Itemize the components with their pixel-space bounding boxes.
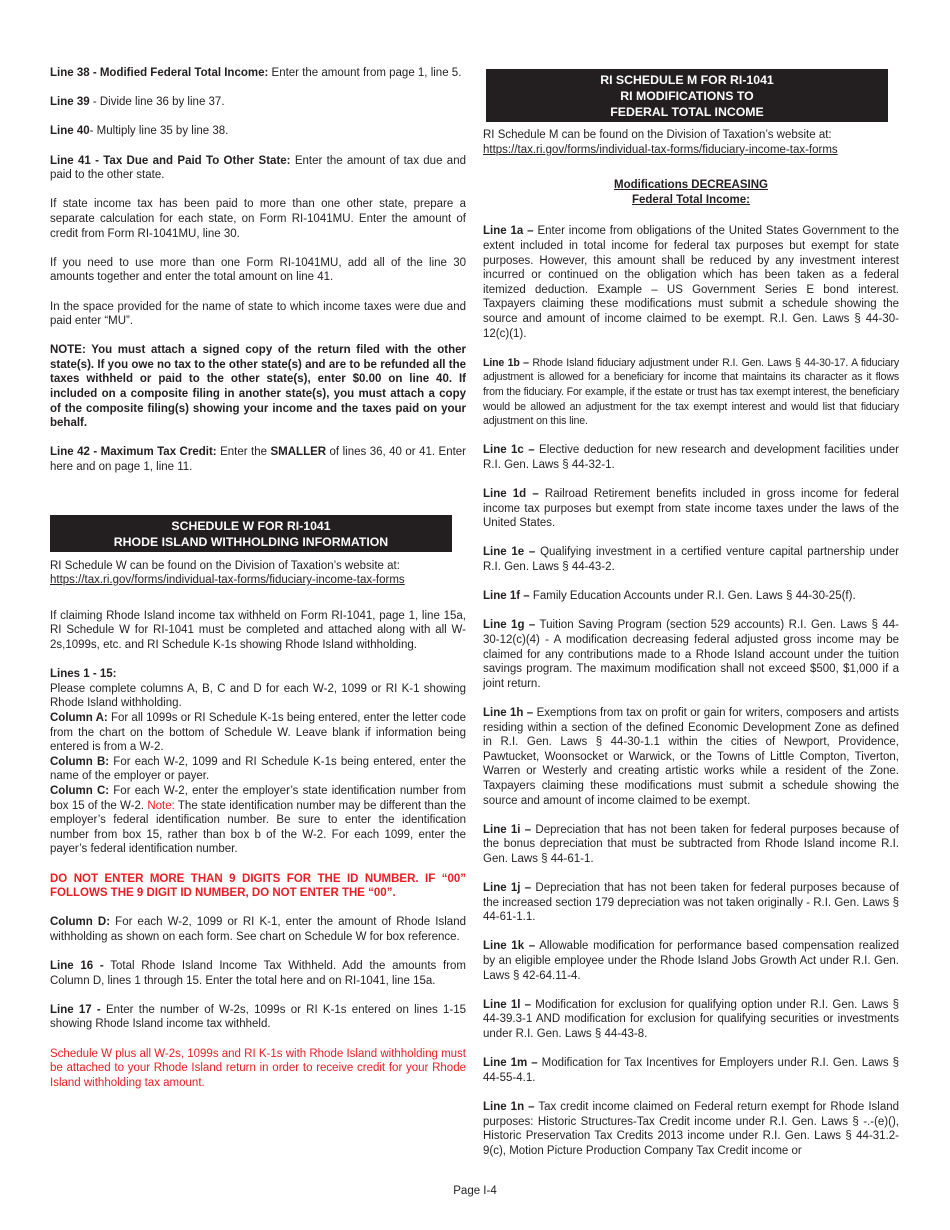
schedule-w-attach-note: Schedule W plus all W-2s, 1099s and RI K-1s with Rhode Island withholding must be attached to your Rhode Island return in order to receive credit for your Rhode Island withholding tax amount.: [50, 1047, 466, 1089]
line-1g-instruction: Line 1g – Tuition Saving Program (section 529 accounts) R.I. Gen. Laws § 44-30-12(c)(4) - A modification decreasing federal adjusted gross income may be claimed for any contributions made to a Rhode Island account under the tuition savings program. The maximum modification shall not exceed $500, $1,000 if a joint return.: [483, 619, 899, 690]
line42-instruction: Line 42 - Maximum Tax Credit: Enter the SMALLER of lines 36, 40 or 41. Enter here and on page 1, line 11.: [50, 446, 467, 474]
line38-instruction: Line 38 - Modified Federal Total Income: Enter the amount from page 1, line 5.: [50, 67, 462, 79]
line-1f-instruction: Line 1f – Family Education Accounts under R.I. Gen. Laws § 44-30-25(f).: [483, 590, 856, 603]
attach-note: NOTE: You must attach a signed copy of the return filed with the other state(s). If you owe no tax to the other state(s) and are to be refunded all the taxes withheld or paid to the other state(s), enter $0.00 on line 40. If included on a composite filing in another state(s), you must attach a copy of the composite filing(s) showing your income and the taxes paid on your behalf.: [50, 344, 466, 430]
line-1j-instruction: Line 1j – Depreciation that has not been taken for federal purposes because of the increased section 179 depreciation was not taken originally - R.I. Gen. Laws § 44-61-1.1.: [483, 882, 899, 924]
line-1i-instruction: Line 1i – Depreciation that has not been taken for federal purposes because of the bonus depreciation that must be subtracted from Rhode Island income R.I. Gen. Laws § 44-61-1.: [483, 823, 899, 865]
line16-instruction: Line 16 - Total Rhode Island Income Tax Withheld. Add the amounts from Column D, lines 1 through 15. Enter the total here and on RI-1041, line 15a.: [50, 960, 466, 987]
line-1h-instruction: Line 1h – Exemptions from tax on profit or gain for writers, composers and artists residing within a section of the defined Economic Development Zone as defined in R.I. Gen. Laws § 44-30-1.1 within the cities of Newport, Providence, Pawtucket, Woonsocket or Warwick, or the Towns of Little Compton, Tiverton, Warren or Westerly and creating artistic works while a resident of the Zone. Taxpayers claiming these modifications must submit a schedule showing the source and amount of income claimed to be exempt.: [483, 706, 899, 807]
schedule-w-intro: RI Schedule W can be found on the Division of Taxation’s website at:: [50, 559, 400, 572]
line-1l-instruction: Line 1l – Modification for exclusion for qualifying option under R.I. Gen. Laws § 44-39.3-1 AND modification for exclusion for qualifying securities or investments under R.I. Gen. Laws § 44-43-8.: [483, 998, 899, 1041]
line40-instruction: Line 40- Multiply line 35 by line 38.: [50, 125, 229, 138]
left-column: [50, 66, 466, 1105]
column-d-instruction: Column D: For each W-2, 1099 or RI K-1, enter the amount of Rhode Island withholding as shown on each form. See chart on Schedule W for box reference.: [50, 916, 466, 943]
right-column: [483, 66, 899, 1173]
more-forms-paragraph: If you need to use more than one Form RI-1041MU, add all of the line 30 amounts together and enter the total amount on line 41.: [50, 256, 466, 284]
multi-state-paragraph: If state income tax has been paid to more than one other state, prepare a separate calculation for each state, on Form RI-1041MU. Enter the amount of credit from Form RI-1041MU, line 30.: [50, 198, 466, 240]
schedule-m-intro: RI Schedule M can be found on the Division of Taxation’s website at:: [483, 129, 832, 141]
schedule-m-url-link[interactable]: https://tax.ri.gov/forms/individual-tax-forms/fiduciary-income-tax-forms: [483, 143, 838, 156]
id-number-warning: DO NOT ENTER MORE THAN 9 DIGITS FOR THE ID NUMBER. IF “00” FOLLOWS THE 9 DIGIT ID NUMBER, DO NOT ENTER THE “00”.: [50, 872, 466, 900]
schedule-w-url-link[interactable]: https://tax.ri.gov/forms/individual-tax-forms/fiduciary-income-tax-forms: [50, 574, 405, 587]
line17-instruction: Line 17 - Enter the number of W-2s, 1099s or RI K-1s entered on lines 1-15 showing Rhode Island income tax withheld.: [50, 1003, 467, 1031]
line-1n-instruction: Line 1n – Tax credit income claimed on Federal return exempt for Rhode Island purposes: Historic Structures-Tax Credit income under R.I. Gen. Laws § -.-(e)(), Historic Preservation Tax Credits 2013 income under R.I. Gen. Laws § 44-31.2-9(c), Motion Picture Production Company Tax Credit income or: [483, 1101, 900, 1157]
line-1k-instruction: Line 1k – Allowable modification for performance based compensation realized by an eligible employee under the Rhode Island Jobs Growth Act under R.I. Gen. Laws § 42-64.11-4.: [483, 940, 899, 982]
schedule-w-claiming-paragraph: If claiming Rhode Island income tax withheld on Form RI-1041, page 1, line 15a, RI Schedule W for RI-1041 must be completed and attached along with all W-2s,1099s, etc. and RI Schedule K-1s showing Rhode Island withholding.: [50, 609, 466, 651]
page-number: Page I-4: [453, 1185, 497, 1197]
line-1d-instruction: Line 1d – Railroad Retirement benefits included in gross income for federal income tax purposes but exempt from state income taxes under the laws of the United States.: [483, 488, 899, 530]
line-1e-instruction: Line 1e – Qualifying investment in a certified venture capital partnership under R.I. Gen. Laws § 44-43-2.: [483, 546, 900, 574]
modifications-decreasing-title: Modifications DECREASING Federal Total Income:: [614, 179, 768, 206]
schedule-w-header: SCHEDULE W FOR RI-1041 RHODE ISLAND WITHHOLDING INFORMATION: [50, 515, 452, 552]
line41-instruction: Line 41 - Tax Due and Paid To Other State: Enter the amount of tax due and paid to the other state.: [50, 154, 466, 182]
line-1b-instruction: Line 1b – Rhode Island fiduciary adjustment under R.I. Gen. Laws § 44-30-17. A fiduciary adjustment is allowed for a beneficiary for income that maintains its character as it flows from the fiduciary. For example, if the estate or trust has tax exempt interest, the beneficiary would be allowed an adjustment for the tax exempt interest and would list that fiduciary adjustment on this line.: [483, 356, 899, 428]
columns-instructions: Lines 1 - 15: Please complete columns A, B, C and D for each W-2, 1099 or RI K-1 showing Rhode Island withholding. Column A: For all 1099s or RI Schedule K-1s being entered, enter the letter code from the chart on the bottom of Schedule W. Leave blank if information being entered is from a W-2. Column B: For each W-2, 1099 and RI Schedule K-1s being entered, enter the name of the employer or payer. Column C: For each W-2, enter the employer’s state identification number from box 15 of the W-2. Note: The state identification number may be different than the employer’s federal identification number. Be sure to enter the identification number from box 15, rather than box b of the W-2. For each 1099, enter the payer’s federal identification number.: [50, 668, 466, 856]
line-1m-instruction: Line 1m – Modification for Tax Incentives for Employers under R.I. Gen. Laws § 44-55-4.1.: [483, 1057, 899, 1084]
state-name-paragraph: In the space provided for the name of state to which income taxes were due and paid enter “MU”.: [50, 300, 466, 328]
line-1c-instruction: Line 1c – Elective deduction for new research and development facilities under R.I. Gen. Laws § 44-32-1.: [483, 444, 900, 471]
line-1a-instruction: Line 1a – Enter income from obligations of the United States Government to the extent included in total income for federal tax purposes but exempt for state purposes. However, this amount shall be reduced by any investment interest incurred or continued on the obligation which has been taken as a federal itemized deduction. Example – US Government Series E bond interest. Taxpayers claiming these modifications must submit a schedule showing the source and amount of income claimed to be exempt. R.I. Gen. Laws § 44-30-12(c)(1).: [483, 225, 900, 340]
line39-instruction: Line 39 - Divide line 36 by line 37.: [50, 96, 225, 109]
schedule-m-header: RI SCHEDULE M FOR RI-1041 RI MODIFICATIONS TO FEDERAL TOTAL INCOME: [486, 69, 888, 122]
